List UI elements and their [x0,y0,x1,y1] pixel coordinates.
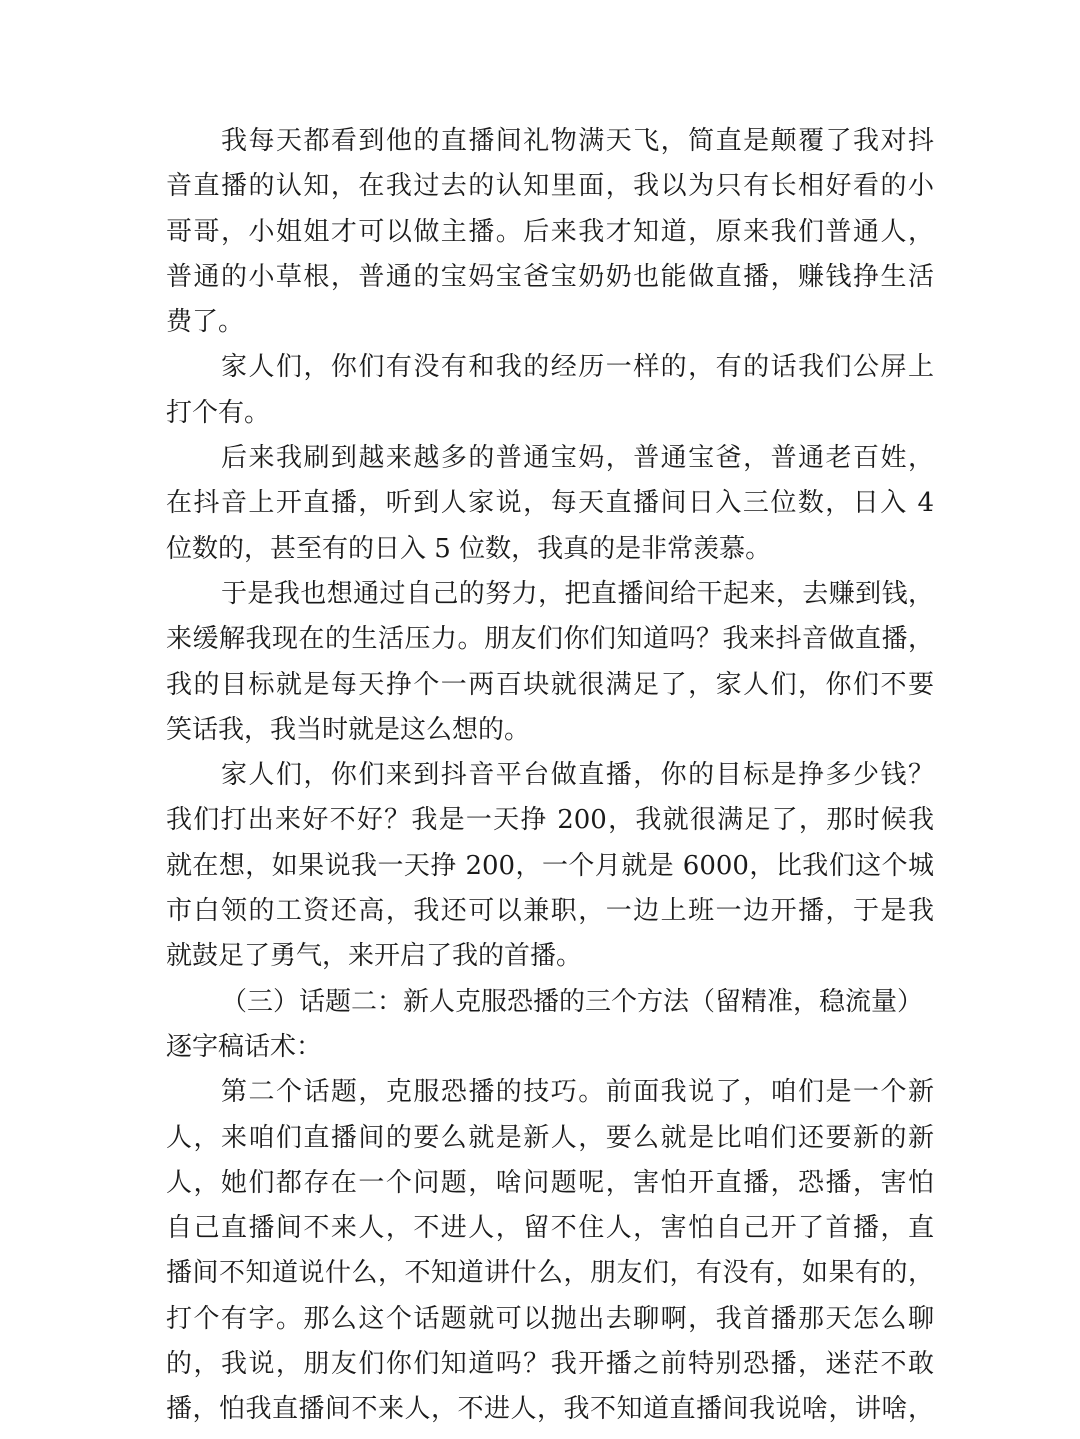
text-line: 于是我也想通过自己的努力，把直播间给干起来，去赚到钱， [221,578,934,609]
section-heading: （三）话题二：新人克服恐播的三个方法（留精准，稳流量） [221,986,924,1017]
text-line: 后来我刷到越来越多的普通宝妈，普通宝爸，普通老百姓， [221,443,934,474]
text-line: 就鼓足了勇气，来开启了我的首播。 [166,941,583,972]
text-line: 费了。 [166,307,245,338]
text-line: 音直播的认知，在我过去的认知里面，我以为只有长相好看的小 [166,171,934,202]
text-line: 来缓解我现在的生活压力。朋友们你们知道吗？我来抖音做直播， [166,624,934,655]
paragraph-1 [166,119,934,345]
text-line: 的，我说，朋友们你们知道吗？我开播之前特别恐播，迷茫不敢 [166,1349,934,1380]
text-line: 人，来咱们直播间的要么就是新人，要么就是比咱们还要新的新 [166,1122,934,1153]
text-line: 我的目标就是每天挣个一两百块就很满足了，家人们，你们不要 [166,669,934,700]
text-line: 播，怕我直播间不来人，不进人，我不知道直播间我说啥，讲啥， [166,1394,934,1425]
text-line: 自己直播间不来人，不进人，留不住人，害怕自己开了首播，直 [166,1213,934,1244]
text-line: 我每天都看到他的直播间礼物满天飞，简直是颠覆了我对抖 [221,126,934,156]
paragraph-3 [166,436,934,572]
text-line: 人，她们都存在一个问题，啥问题呢，害怕开直播，恐播，害怕 [166,1167,934,1198]
text-line: 市白领的工资还高，我还可以兼职，一边上班一边开播，于是我 [166,896,934,927]
text-line: 位数的，甚至有的日入 5 位数，我真的是非常羡慕。 [166,533,772,564]
text-line: 就在想，如果说我一天挣 200，一个月就是 6000，比我们这个城 [166,850,934,881]
paragraph-6 [166,1070,934,1432]
text-line: 打个有字。那么这个话题就可以抛出去聊啊，我首播那天怎么聊 [166,1303,934,1334]
text-line: 笑话我，我当时就是这么想的。 [166,714,531,745]
document-page [166,119,934,1433]
section-subheading: 逐字稿话术： [166,1031,323,1062]
text-line: 普通的小草根，普通的宝妈宝爸宝奶奶也能做直播，赚钱挣生活 [166,261,934,292]
text-line: 打个有。 [166,397,271,428]
text-line: 家人们，你们有没有和我的经历一样的，有的话我们公屏上 [221,352,934,383]
paragraph-2 [166,345,934,436]
text-line: 哥哥，小姐姐才可以做主播。后来我才知道，原来我们普通人， [166,216,934,247]
paragraph-5 [166,753,934,979]
text-line: 播间不知道说什么，不知道讲什么，朋友们，有没有，如果有的， [166,1258,934,1289]
text-line: 第二个话题，克服恐播的技巧。前面我说了，咱们是一个新 [221,1077,934,1108]
text-line: 我们打出来好不好？我是一天挣 200，我就很满足了，那时候我 [166,805,934,836]
text-line: 家人们，你们来到抖音平台做直播，你的目标是挣多少钱？ [221,760,934,791]
text-line: 在抖音上开直播，听到人家说，每天直播间日入三位数，日入 4 [166,488,934,519]
paragraph-4 [166,572,934,753]
